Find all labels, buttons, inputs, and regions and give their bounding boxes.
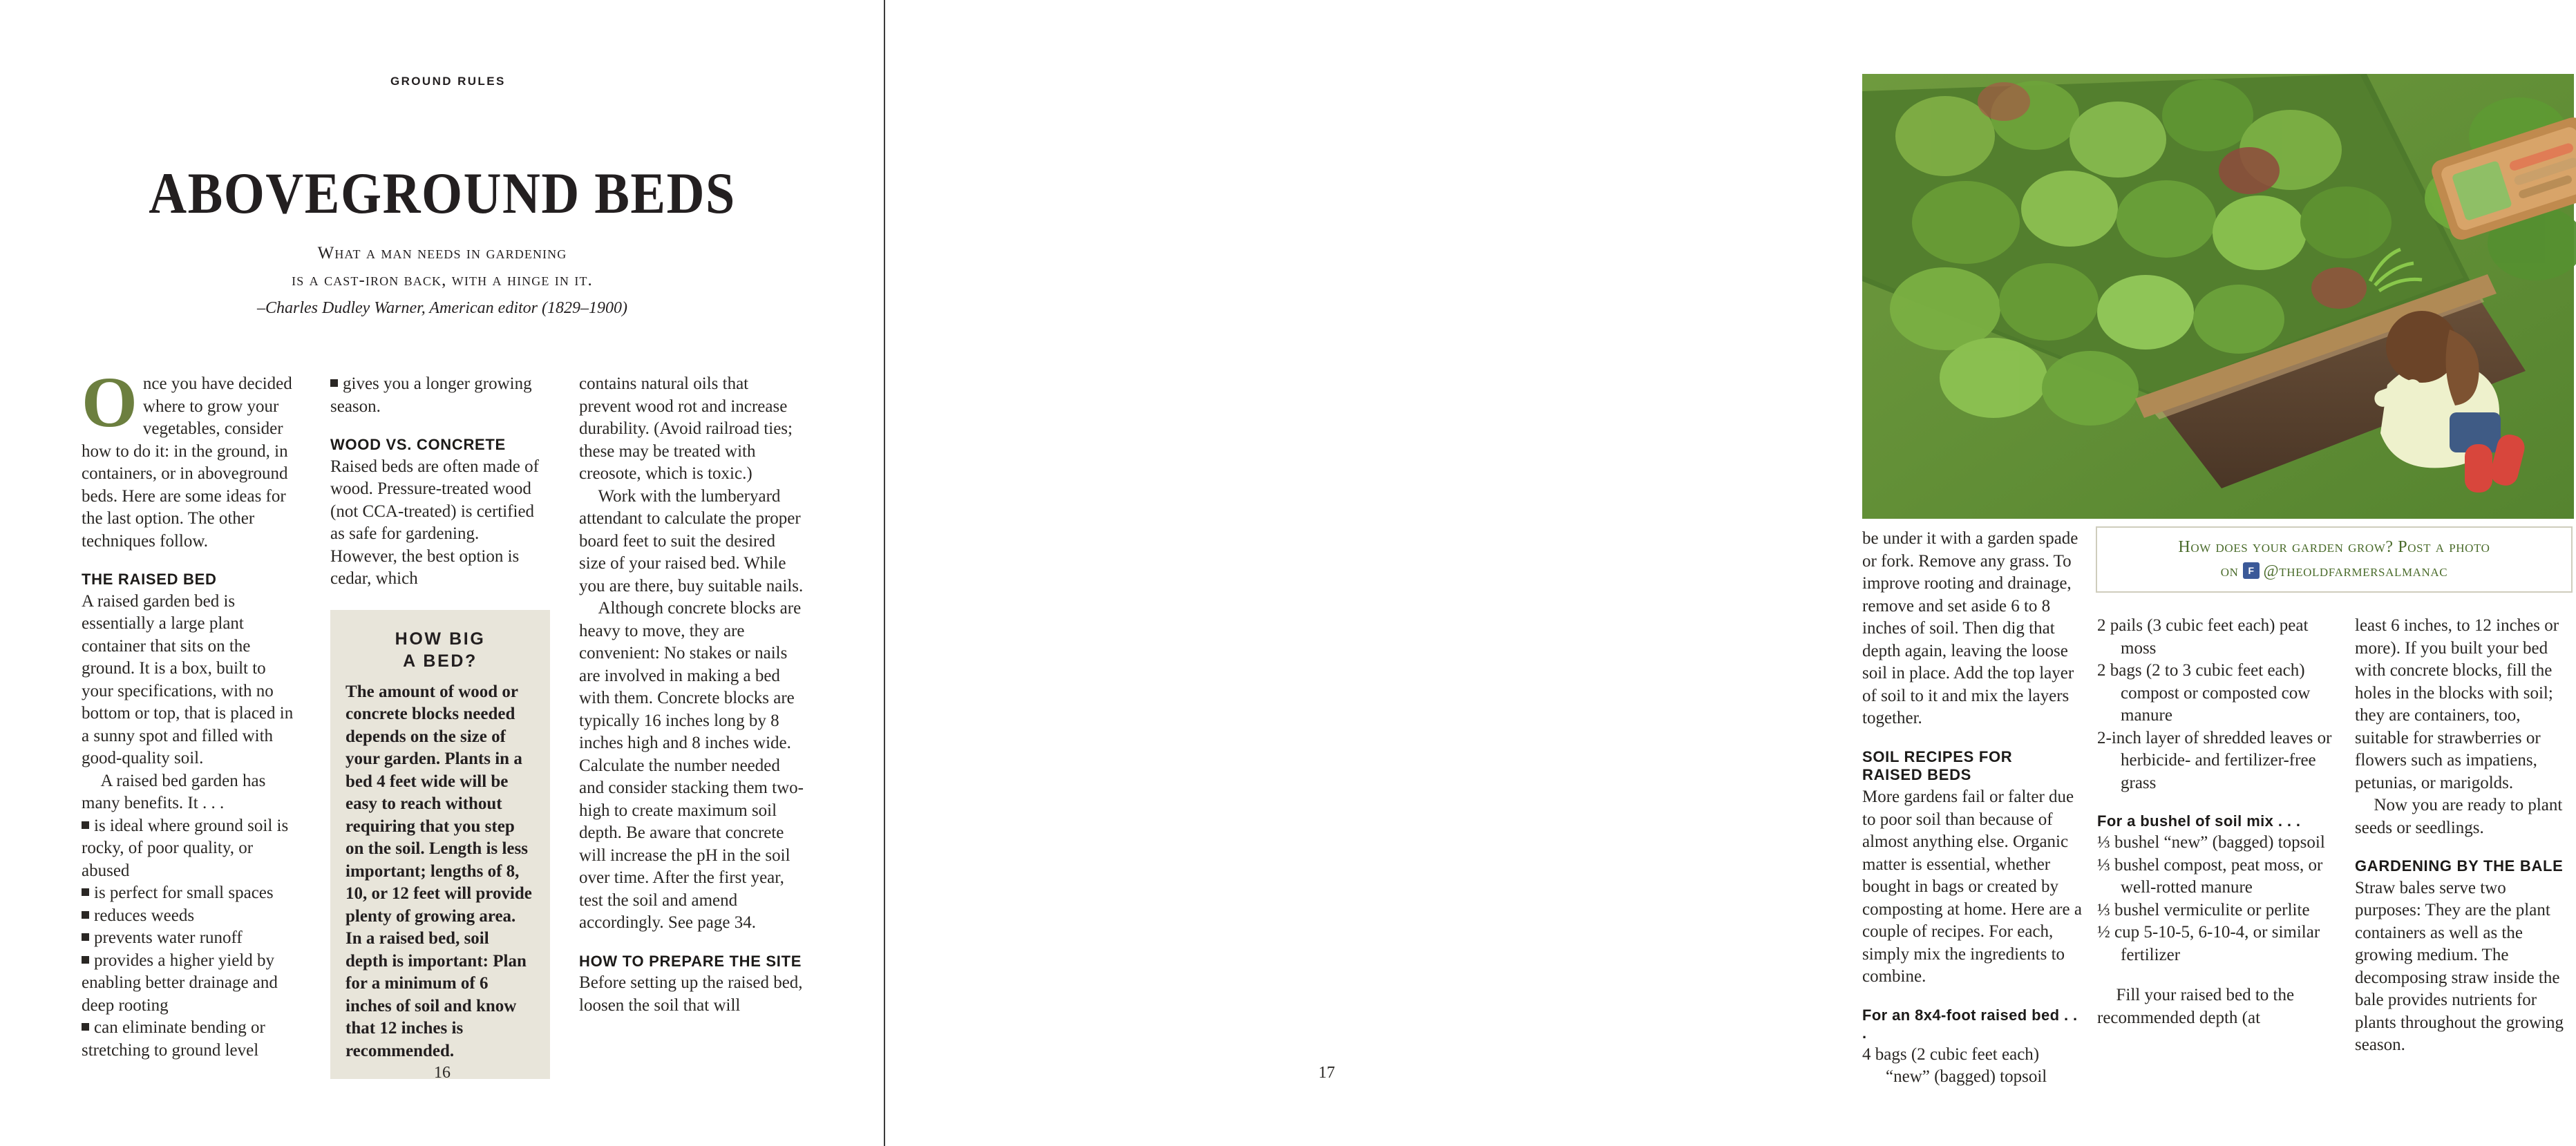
paragraph-spacer <box>2097 966 2332 984</box>
page-number-right: 17 <box>1318 1064 1335 1082</box>
raised-bed-paragraph-1: A raised garden bed is essentially a large plant container that sits on the ground. It is a box, built to your specifications, with no bottom or top, that is placed in a sunny spot and filled with good-quality soil. <box>82 591 294 768</box>
square-bullet-icon <box>82 956 89 964</box>
straw-bales-paragraph: Straw bales serve two purposes: They are the plant containers as well as the growing medium. The decomposing straw inside the bale provides nutrients for plants throughout the growing season. <box>2355 878 2564 1055</box>
sidebar-how-big-a-bed <box>330 610 550 1080</box>
right-page <box>884 0 2564 1146</box>
recipe-heading-bushel-soil-mix: For a bushel of soil mix . . . <box>2097 812 2301 830</box>
sidebar-body-text: The amount of wood or concrete blocks needed depends on the size of your garden. Plants in a bed 4 feet wide will be easy to reach without requiring that you step on the soil. Length is less important; lengths of 8, 10, or 12 feet will provide plenty of growing area. In a raised bed, soil depth is important: Plan for a minimum of 6 inches of soil and know that 12 inches is recommended. <box>345 682 532 1060</box>
right-column-2 <box>2097 615 2332 1029</box>
drop-cap: O <box>82 363 138 442</box>
wood-vs-concrete-paragraph: Raised beds are often made of wood. Pressure-treated wood (not CCA-treated) is certified as safe for gardening. However, the best option is cedar, which <box>330 457 539 589</box>
ingredient-item: 2-inch layer of shredded leaves or herbicide- and fertilizer-free grass <box>2097 728 2332 792</box>
square-bullet-icon <box>82 933 89 941</box>
sidebar-title-line-2: A BED? <box>403 651 477 671</box>
soil-recipes-paragraph: More gardens fail or falter due to poor soil than because of almost anything else. Organic matter is essential, whether bought in bags or created by composting at home. Here are a couple of recipes. For each, simply mix the ingredients to combine. <box>1862 787 2082 986</box>
facebook-icon[interactable] <box>2243 562 2260 579</box>
fill-bed-paragraph: Fill your raised bed to the recommended depth (at <box>2097 986 2295 1027</box>
heading-gardening-by-the-bale: GARDENING BY THE BALE <box>2355 857 2564 875</box>
left-page <box>0 0 884 1146</box>
square-bullet-icon <box>82 821 89 829</box>
page-title: ABOVEGROUND BEDS <box>149 161 736 227</box>
ingredient-item: ⅓ bushel “new” (bagged) topsoil <box>2097 833 2325 852</box>
fill-depth-paragraph: least 6 inches, to 12 inches or more). If you built your bed with concrete blocks, fill the holes in the blocks with soil; they are containers, too, suitable for strawberries or flowers such as impatiens, petunias, or marigolds. <box>2355 616 2559 792</box>
left-column-3 <box>579 373 804 1079</box>
list-item-label: prevents water runoff <box>94 928 243 948</box>
epigraph-line-2: is a cast-iron back, with a hinge in it. <box>292 270 593 289</box>
callout-handle[interactable]: @theoldfarmersalmanac <box>2263 562 2448 580</box>
sidebar-title <box>345 628 535 673</box>
list-item <box>82 905 301 928</box>
left-column-1 <box>82 363 301 1079</box>
ingredient-item: 2 bags (2 to 3 cubic feet each) compost or composted cow manure <box>2097 661 2311 725</box>
list-item-label: gives you a longer growing season. <box>330 374 532 416</box>
ingredient-item: ⅓ bushel vermiculite or perlite <box>2097 900 2310 919</box>
epigraph-attribution: –Charles Dudley Warner, American editor (1829–1900) <box>257 298 627 317</box>
square-bullet-icon <box>330 379 338 387</box>
page-number-left: 16 <box>434 1064 451 1082</box>
list-item <box>82 882 301 905</box>
square-bullet-icon <box>82 888 89 896</box>
right-column-3 <box>2355 615 2576 1057</box>
square-bullet-icon <box>82 911 89 919</box>
list-item-label: provides a higher yield by enabling better drainage and deep rooting <box>82 951 278 1015</box>
callout-on-label: on <box>2220 562 2239 580</box>
epigraph-line-1: What a man needs in gardening <box>317 244 567 262</box>
garden-photograph <box>1862 74 2574 519</box>
heading-the-raised-bed: THE RAISED BED <box>82 571 217 588</box>
raised-bed-paragraph-2: A raised bed garden has many benefits. It . . . <box>82 771 266 813</box>
square-bullet-icon <box>82 1023 89 1031</box>
heading-how-to-prepare-the-site: HOW TO PREPARE THE SITE <box>579 952 802 970</box>
left-column-2 <box>330 373 550 1079</box>
list-item-label: is ideal where ground soil is rocky, of poor quality, or abused <box>82 816 289 880</box>
garden-photo-illustration <box>1862 74 2574 519</box>
left-page-columns <box>82 363 804 1079</box>
heading-wood-vs-concrete: WOOD VS. CONCRETE <box>330 436 506 453</box>
epigraph <box>131 240 753 321</box>
list-item-label: reduces weeds <box>94 906 195 925</box>
ingredient-item: ½ cup 5-10-5, 6-10-4, or similar fertilizer <box>2097 923 2320 964</box>
intro-text: nce you have decided where to grow your vegetables, consider how to do it: in the ground, in containers, or in aboveground beds. Here are some ideas for the last option. The other techniques follow. <box>82 374 292 551</box>
prepare-site-continued: be under it with a garden spade or fork. Remove any grass. To improve rooting and drainage, remove and set aside 6 to 8 inches of soil. Then dig that depth again, leaving the loose soil in place. Add the top layer of soil to it and mix the layers together. <box>1862 529 2078 727</box>
right-column-1 <box>1862 528 2083 1089</box>
sidebar-title-line-1: HOW BIG <box>395 629 486 649</box>
heading-soil-recipes <box>1862 748 2083 785</box>
heading-soil-recipes-line-2: RAISED BEDS <box>1862 766 1972 784</box>
list-item <box>82 815 301 883</box>
ingredient-item: ⅓ bushel compost, peat moss, or well-rotted manure <box>2097 855 2323 897</box>
facebook-callout-box[interactable] <box>2096 526 2573 593</box>
list-item-label: can eliminate bending or stretching to ground level <box>82 1018 265 1060</box>
prepare-site-paragraph: Before setting up the raised bed, loosen the soil that will <box>579 973 803 1015</box>
list-item <box>82 927 301 950</box>
intro-paragraph <box>82 363 301 553</box>
callout-line-2 <box>2221 560 2448 584</box>
heading-soil-recipes-line-1: SOIL RECIPES FOR <box>1862 747 2013 765</box>
ingredient-item: 4 bags (2 cubic feet each) “new” (bagged) topsoil <box>1862 1044 2047 1087</box>
list-item <box>330 373 550 418</box>
list-item-label: is perfect for small spaces <box>94 884 274 903</box>
list-item <box>82 1017 301 1062</box>
ready-to-plant-paragraph: Now you are ready to plant seeds or seedlings. <box>2355 796 2563 837</box>
ingredient-item: 2 pails (3 cubic feet each) peat moss <box>2097 616 2309 658</box>
callout-line-1: How does your garden grow? Post a photo <box>2178 538 2490 557</box>
running-head: GROUND RULES <box>390 75 506 88</box>
concrete-blocks-paragraph: Although concrete blocks are heavy to move, they are convenient: No stakes or nails are involved in making a bed with them. Concrete blocks are typically 16 inches long by 8 inches high and 8 inches wide. Calculate the number needed and consider stacking them two-high to create maximum soil depth. Be aware that concrete will increase the pH in the soil over time. After the first year, test the soil and amend accordingly. See page 34. <box>579 599 804 932</box>
list-item <box>82 950 301 1018</box>
cedar-paragraph: contains natural oils that prevent wood rot and increase durability. (Avoid railroad ties; these may be treated with creosote, which is toxic.) <box>579 374 793 483</box>
recipe-heading-8x4-bed: For an 8x4-foot raised bed . . . <box>1862 1006 2078 1042</box>
lumberyard-paragraph: Work with the lumberyard attendant to calculate the proper board feet to suit the desired size of your raised bed. While you are there, buy suitable nails. <box>579 486 804 595</box>
